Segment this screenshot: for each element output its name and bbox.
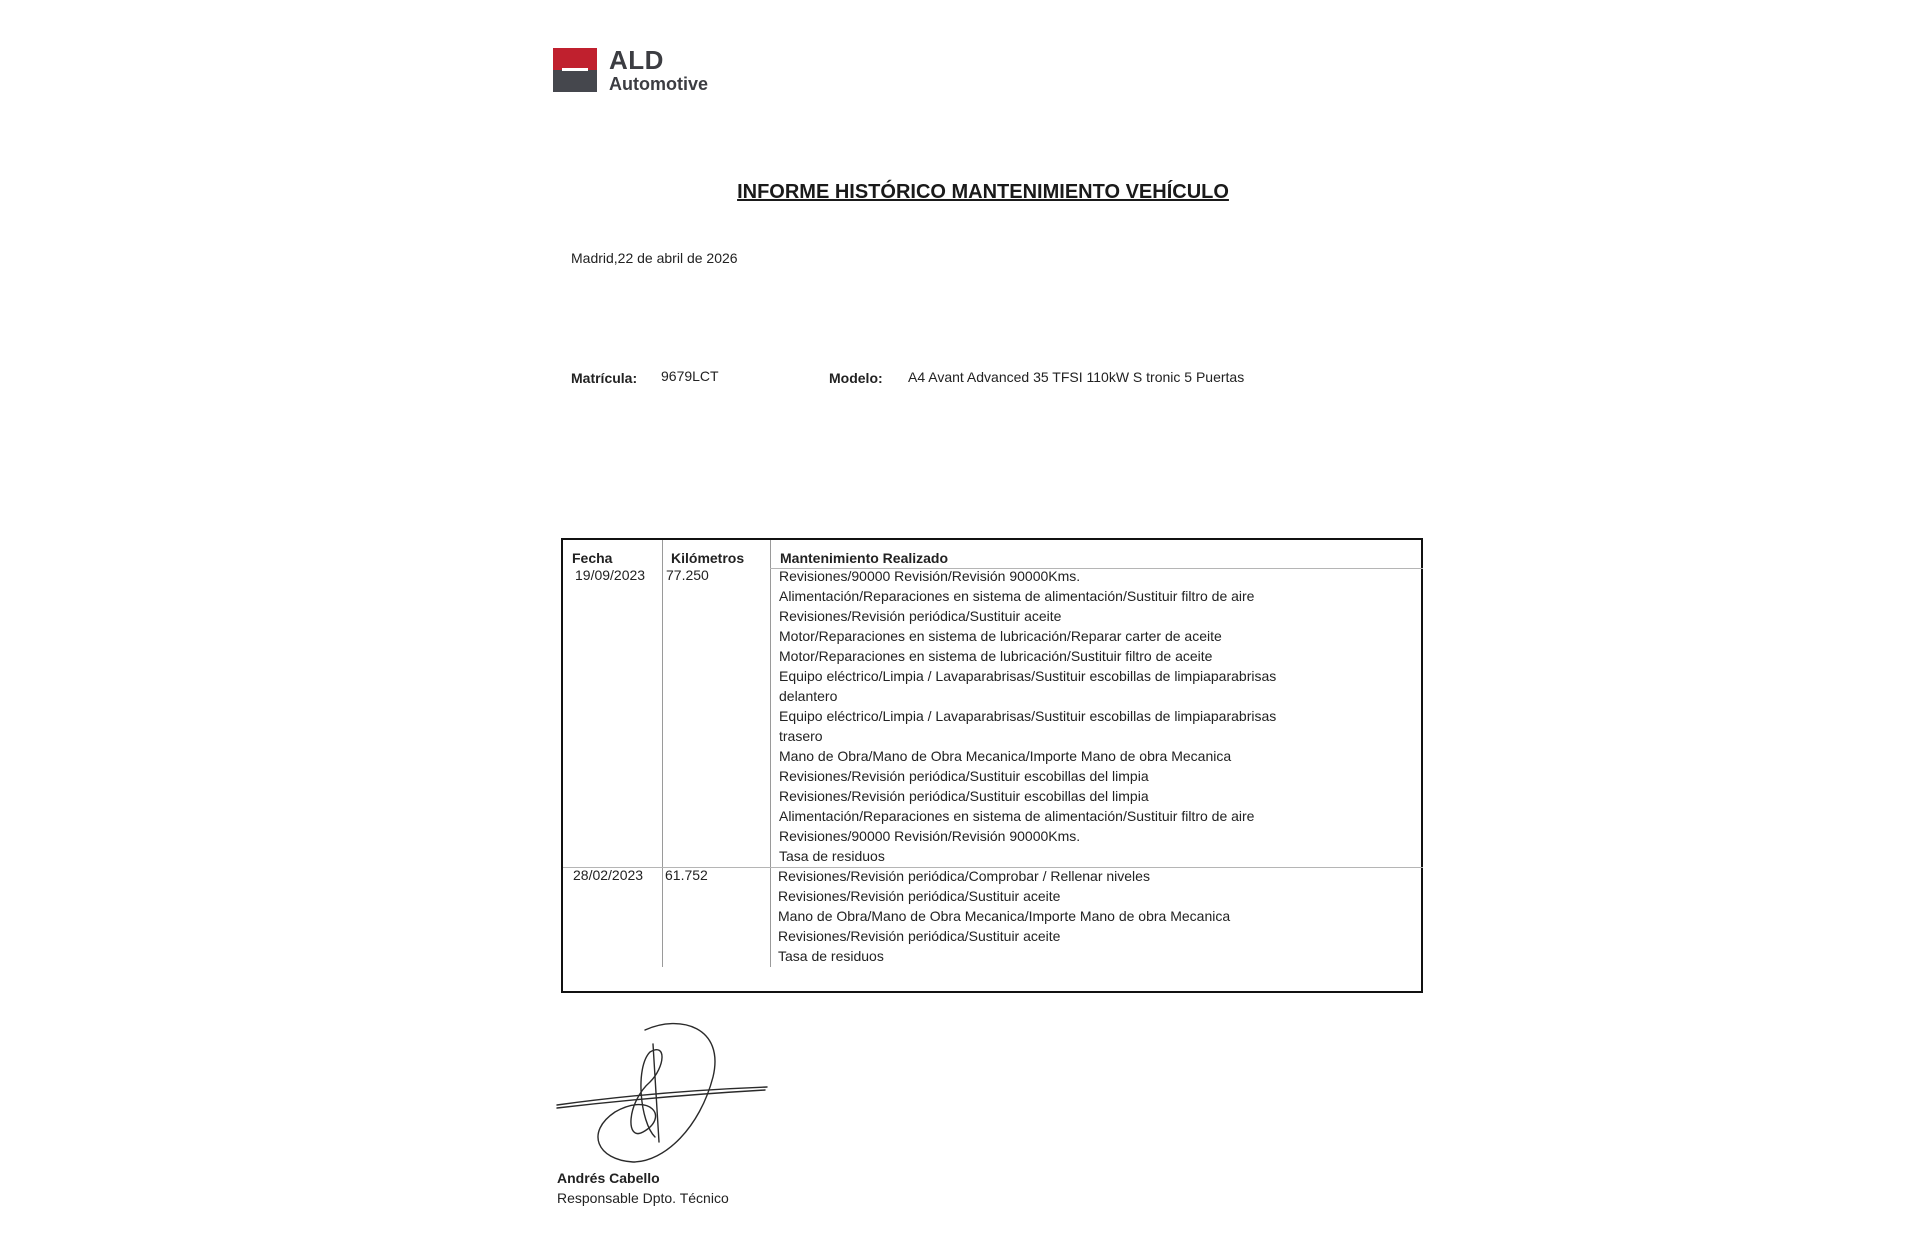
- row-2-fecha: 28/02/2023: [573, 867, 644, 883]
- list-item: Mano de Obra/Mano de Obra Mecanica/Importe Mano de obra Mecanica: [778, 908, 1231, 924]
- list-item: Revisiones/90000 Revisión/Revisión 90000Kms.: [779, 568, 1081, 584]
- column-header-kilometros: Kilómetros: [671, 550, 745, 566]
- list-item: Motor/Reparaciones en sistema de lubricación/Reparar carter de aceite: [779, 628, 1222, 644]
- logo-text-ald: ALD: [609, 45, 664, 75]
- logo-text-automotive: Automotive: [609, 74, 708, 94]
- column-header-fecha: Fecha: [572, 550, 613, 566]
- list-item: Revisiones/Revisión periódica/Sustituir aceite: [778, 888, 1061, 904]
- column-header-mantenimiento: Mantenimiento Realizado: [780, 550, 949, 566]
- list-item: Equipo eléctrico/Limpia / Lavaparabrisas/Sustituir escobillas de limpiaparabrisas: [779, 668, 1277, 684]
- list-item: Tasa de residuos: [778, 948, 884, 964]
- row-2-km: 61.752: [665, 867, 708, 883]
- column-divider: [770, 540, 771, 967]
- matricula-value: 9679LCT: [661, 368, 719, 384]
- matricula-label: Matrícula:: [571, 370, 638, 386]
- list-item: Revisiones/Revisión periódica/Sustituir escobillas del limpia: [779, 788, 1149, 804]
- handwritten-signature: [555, 1022, 775, 1172]
- list-item: Alimentación/Reparaciones en sistema de alimentación/Sustituir filtro de aire: [779, 808, 1255, 824]
- logo-mark: [553, 48, 597, 92]
- signatory-role: Responsable Dpto. Técnico: [557, 1190, 729, 1206]
- document-title: INFORME HISTÓRICO MANTENIMIENTO VEHÍCULO: [737, 181, 1229, 203]
- ald-automotive-logo: [553, 45, 733, 98]
- list-item: Motor/Reparaciones en sistema de lubricación/Sustituir filtro de aceite: [779, 648, 1213, 664]
- maintenance-table: [561, 538, 1423, 993]
- modelo-label: Modelo:: [829, 370, 883, 386]
- list-item: Tasa de residuos: [779, 848, 885, 864]
- row-1-fecha: 19/09/2023: [575, 567, 646, 583]
- list-item: Revisiones/90000 Revisión/Revisión 90000Kms.: [779, 828, 1081, 844]
- column-divider: [662, 540, 663, 967]
- list-item: Revisiones/Revisión periódica/Sustituir aceite: [779, 608, 1062, 624]
- list-item: Revisiones/Revisión periódica/Sustituir aceite: [778, 928, 1061, 944]
- signatory-name: Andrés Cabello: [557, 1170, 660, 1186]
- list-item: Mano de Obra/Mano de Obra Mecanica/Importe Mano de obra Mecanica: [779, 748, 1232, 764]
- list-item: delantero: [779, 688, 838, 704]
- list-item: Equipo eléctrico/Limpia / Lavaparabrisas/Sustituir escobillas de limpiaparabrisas: [779, 708, 1277, 724]
- modelo-value: A4 Avant Advanced 35 TFSI 110kW S tronic 5 Puertas: [908, 369, 1245, 385]
- list-item: Alimentación/Reparaciones en sistema de alimentación/Sustituir filtro de aire: [779, 588, 1255, 604]
- list-item: Revisiones/Revisión periódica/Sustituir escobillas del limpia: [779, 768, 1149, 784]
- document-date: Madrid,22 de abril de 2026: [571, 250, 738, 266]
- list-item: Revisiones/Revisión periódica/Comprobar / Rellenar niveles: [778, 868, 1150, 884]
- row-1-km: 77.250: [666, 567, 709, 583]
- list-item: trasero: [779, 728, 823, 744]
